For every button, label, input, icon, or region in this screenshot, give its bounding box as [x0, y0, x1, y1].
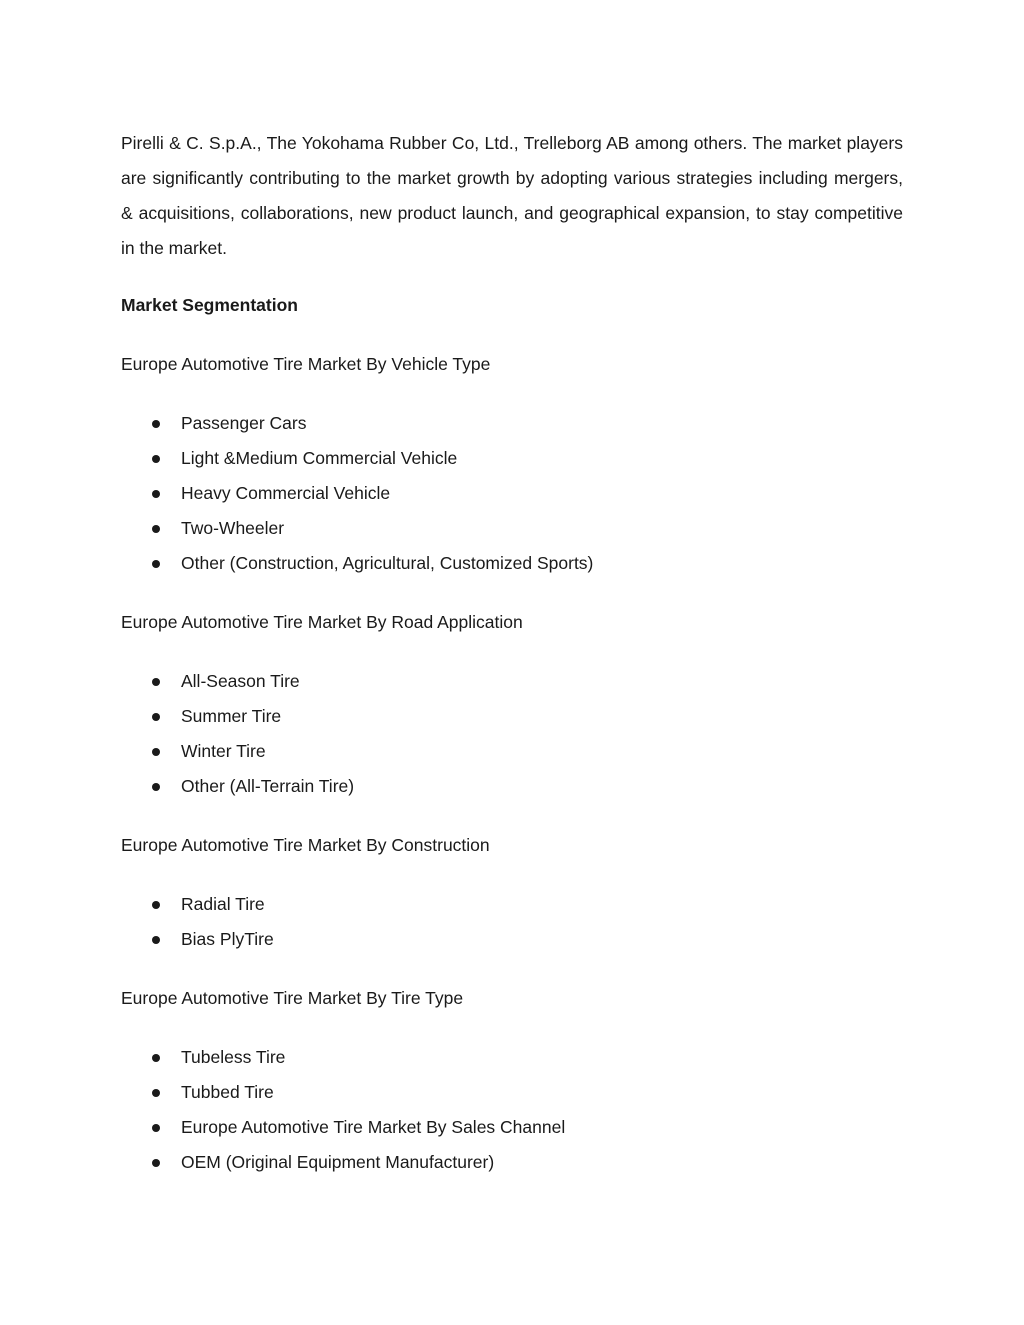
- list-item-text: Tubbed Tire: [181, 1082, 274, 1102]
- list-item: [121, 511, 903, 546]
- list-item-text: Tubeless Tire: [181, 1047, 286, 1067]
- list-item: [121, 699, 903, 734]
- list-item: [121, 664, 903, 699]
- list-item: [121, 1040, 903, 1075]
- bullet-icon: [152, 783, 160, 791]
- list-item-text: Winter Tire: [181, 741, 266, 761]
- bullet-icon: [152, 490, 160, 498]
- list-item-text: All-Season Tire: [181, 671, 300, 691]
- bullet-icon: [152, 678, 160, 686]
- list-item: [121, 734, 903, 769]
- bullet-icon: [152, 1054, 160, 1062]
- list-item: [121, 887, 903, 922]
- bullet-icon: [152, 936, 160, 944]
- list-item-text: Passenger Cars: [181, 413, 307, 433]
- list-item: [121, 406, 903, 441]
- bullet-icon: [152, 1159, 160, 1167]
- intro-paragraph: Pirelli & C. S.p.A., The Yokohama Rubber Co, Ltd., Trelleborg AB among others. The market players are significantly contributing to the market growth by adopting various strategies including mergers, & acquisitions, collaborations, new product launch, and geographical expansion, to stay competitive in the market.: [121, 133, 903, 258]
- list-item-text: Heavy Commercial Vehicle: [181, 483, 391, 503]
- section-title-vehicle-type: Europe Automotive Tire Market By Vehicle Type: [121, 354, 491, 374]
- bullet-icon: [152, 901, 160, 909]
- list-item: [121, 922, 903, 957]
- list-item-text: Other (Construction, Agricultural, Customized Sports): [181, 553, 594, 573]
- bullet-icon: [152, 420, 160, 428]
- list-item: [121, 1075, 903, 1110]
- list-item-text: Summer Tire: [181, 706, 282, 726]
- bullet-icon: [152, 1089, 160, 1097]
- list-item: [121, 769, 903, 804]
- bullet-list-tire-type: [121, 1040, 903, 1180]
- section-title-road-application: Europe Automotive Tire Market By Road Application: [121, 612, 523, 632]
- section-title-construction: Europe Automotive Tire Market By Construction: [121, 835, 490, 855]
- list-item-text: Two-Wheeler: [181, 518, 285, 538]
- list-item-text: Radial Tire: [181, 894, 265, 914]
- list-item: [121, 1110, 903, 1145]
- bullet-list-vehicle-type: [121, 406, 903, 581]
- bullet-list-road-application: [121, 664, 903, 804]
- list-item-text: Bias PlyTire: [181, 929, 274, 949]
- list-item-text: OEM (Original Equipment Manufacturer): [181, 1152, 495, 1172]
- list-item-text: Light &Medium Commercial Vehicle: [181, 448, 458, 468]
- segmentation-heading: Market Segmentation: [121, 295, 298, 315]
- bullet-list-construction: [121, 887, 903, 957]
- bullet-icon: [152, 748, 160, 756]
- list-item-text: Other (All-Terrain Tire): [181, 776, 355, 796]
- document-page: [121, 126, 903, 1180]
- bullet-icon: [152, 455, 160, 463]
- list-item-text: Europe Automotive Tire Market By Sales Channel: [181, 1117, 566, 1137]
- list-item: [121, 476, 903, 511]
- list-item: [121, 1145, 903, 1180]
- bullet-icon: [152, 525, 160, 533]
- list-item: [121, 546, 903, 581]
- bullet-icon: [152, 713, 160, 721]
- bullet-icon: [152, 1124, 160, 1132]
- section-title-tire-type: Europe Automotive Tire Market By Tire Type: [121, 988, 464, 1008]
- bullet-icon: [152, 560, 160, 568]
- list-item: [121, 441, 903, 476]
